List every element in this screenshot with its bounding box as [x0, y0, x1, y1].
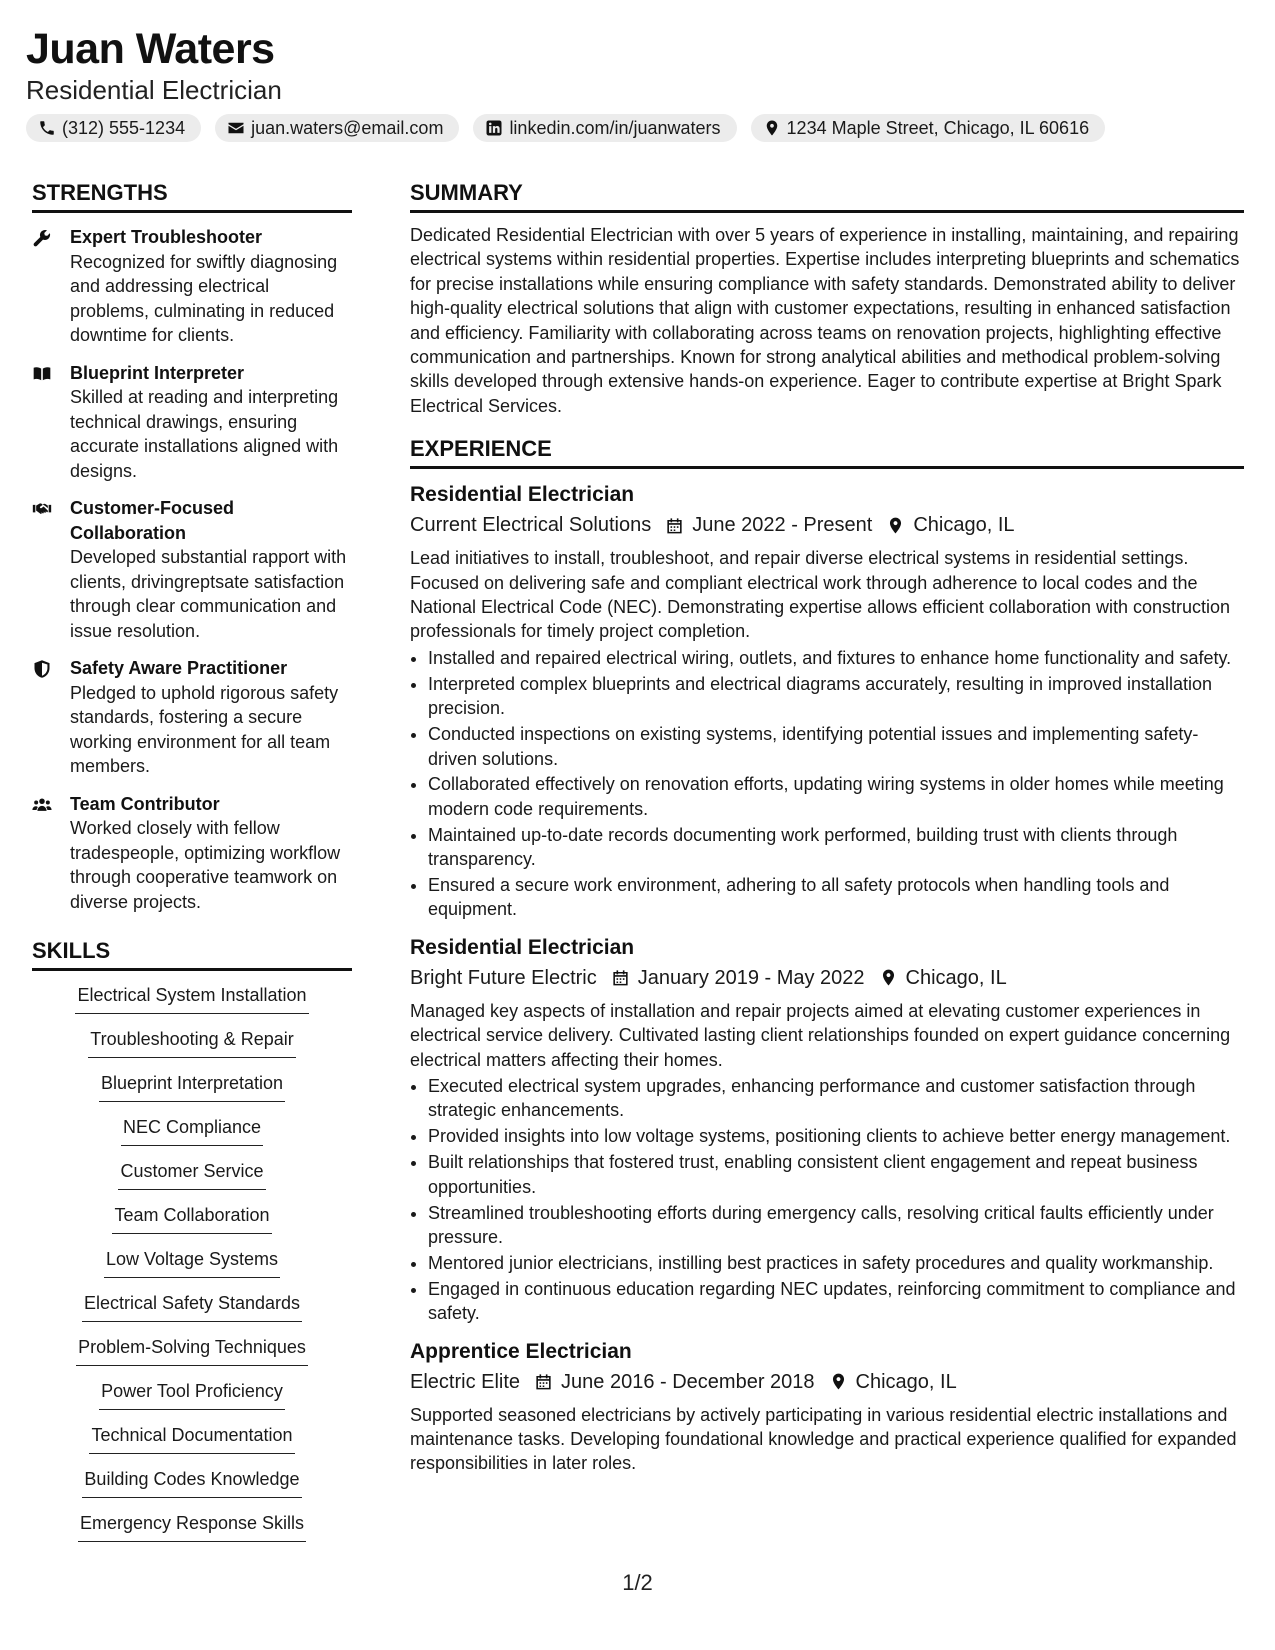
job-meta	[410, 510, 1244, 540]
calendar-icon	[665, 516, 684, 535]
job-bullet: • Installed and repaired electrical wiring, outlets, and fixtures to enhance home functionality and safety.	[428, 646, 1244, 670]
strengths-list	[32, 225, 352, 914]
skill-item: NEC Compliance	[121, 1115, 263, 1146]
strength-title: Safety Aware Practitioner	[70, 658, 288, 678]
book-icon	[32, 364, 52, 384]
contact-linkedin-text: linkedin.com/in/juanwaters	[509, 117, 721, 138]
contact-bar	[26, 114, 1246, 142]
phone-icon	[38, 119, 56, 137]
strength-title: Customer-Focused Collaboration	[70, 498, 235, 543]
job-bullets	[410, 1074, 1244, 1326]
job-entry	[410, 481, 1244, 922]
skill-item: Emergency Response Skills	[78, 1511, 306, 1542]
job-description: Lead initiatives to install, troubleshoot, and repair diverse electrical systems in residential settings. Focused on delivering safe and compliant electrical work through adherence to local codes and the National Electrical Code (NEC). Demonstrating expertise allows efficient collaboration with construction professionals for timely project completion.	[410, 548, 1231, 642]
contact-address-text: 1234 Maple Street, Chicago, IL 60616	[786, 117, 1090, 138]
job-description: Supported seasoned electricians by actively participating in various residential electric installations and maintenance tasks. Developing foundational knowledge and practical experience qualified for expanded responsibilities in later roles.	[410, 1404, 1237, 1474]
linkedin-icon	[485, 119, 503, 137]
strength-text: Pledged to uphold rigorous safety standards, fostering a secure working environment for all team members.	[70, 682, 339, 776]
job-dates: June 2022 - Present	[692, 514, 873, 537]
job-description: Managed key aspects of installation and repair projects aimed at elevating customer experiences in electrical service delivery. Cultivated lasting client relationships founded on expert guidance concerning electrical matters affecting their homes.	[410, 1000, 1231, 1070]
contact-email[interactable]	[215, 114, 459, 142]
skill-item: Building Codes Knowledge	[82, 1467, 301, 1498]
job-location: Chicago, IL	[913, 514, 1015, 537]
page-number: 1/2	[622, 1570, 653, 1595]
job-bullet: • Built relationships that fostered trust, enabling consistent client engagement and repeat business opportunities.	[428, 1150, 1244, 1199]
job-bullet: • Conducted inspections on existing systems, identifying potential issues and implementing safety-driven solutions.	[428, 722, 1244, 771]
skill-item: Power Tool Proficiency	[99, 1379, 285, 1410]
job-location: Chicago, IL	[855, 1370, 957, 1393]
map-pin-icon	[879, 968, 898, 987]
shield-icon	[32, 659, 52, 679]
candidate-title: Residential Electrician	[26, 75, 282, 105]
right-column	[410, 178, 1244, 1476]
job-bullet: • Interpreted complex blueprints and electrical diagrams accurately, resulting in improved installation precision.	[428, 672, 1244, 721]
job-title: Residential Electrician	[410, 483, 635, 507]
strength-text: Recognized for swiftly diagnosing and addressing electrical problems, culminating in reduced downtime for clients.	[70, 251, 338, 345]
skills-heading: SKILLS	[32, 936, 352, 971]
job-meta	[410, 1367, 1244, 1397]
contact-phone[interactable]	[26, 114, 201, 142]
envelope-icon	[227, 119, 245, 137]
calendar-icon	[534, 1372, 553, 1391]
strengths-heading: STRENGTHS	[32, 178, 352, 213]
map-pin-icon	[763, 119, 781, 137]
experience-heading: EXPERIENCE	[410, 434, 1244, 469]
job-title: Residential Electrician	[410, 935, 635, 959]
job-bullet: • Collaborated effectively on renovation efforts, updating wiring systems in older homes while meeting modern code requirements.	[428, 772, 1244, 821]
job-bullet: • Provided insights into low voltage systems, positioning clients to achieve better energy management.	[428, 1124, 1244, 1148]
job-entry	[410, 934, 1244, 1326]
contact-phone-text: (312) 555-1234	[62, 117, 186, 138]
job-bullet: • Mentored junior electricians, instilling best practices in safety procedures and quality workmanship.	[428, 1251, 1244, 1275]
job-location: Chicago, IL	[905, 966, 1007, 989]
skill-item: Low Voltage Systems	[104, 1247, 280, 1278]
job-bullet: • Executed electrical system upgrades, enhancing performance and customer satisfaction through strategic enhancements.	[428, 1074, 1244, 1123]
summary-text: Dedicated Residential Electrician with over 5 years of experience in installing, maintaining, and repairing electrical systems within residential properties. Expertise includes interpreting blueprints and schematics for precise installations while ensuring compliance with safety standards. Demonstrated ability to deliver high-quality electrical solutions that align with customer expectations, resulting in enhanced satisfaction and efficiency. Familiarity with collaborating across teams on renovation projects, highlighting effective communication and partnerships. Known for strong analytical abilities and methodical problem-solving skills developed through extensive hands-on experience. Eager to contribute expertise at Bright Spark Electrical Services.	[410, 225, 1240, 416]
job-meta	[410, 963, 1244, 993]
strength-item	[32, 361, 352, 484]
skill-item: Blueprint Interpretation	[99, 1071, 285, 1102]
strength-title: Blueprint Interpreter	[70, 362, 245, 383]
job-company: Electric Elite	[410, 1370, 521, 1393]
job-dates: June 2016 - December 2018	[561, 1370, 815, 1393]
skill-item: Customer Service	[118, 1159, 265, 1190]
contact-linkedin[interactable]	[473, 114, 736, 142]
strength-item	[32, 792, 352, 915]
job-bullet: • Ensured a secure work environment, adhering to all safety protocols when handling tools and equipment.	[428, 873, 1244, 922]
map-pin-icon	[829, 1372, 848, 1391]
job-bullet: • Maintained up-to-date records documenting work performed, building trust with clients through transparency.	[428, 823, 1244, 872]
job-company: Bright Future Electric	[410, 966, 597, 989]
candidate-name: Juan Waters	[26, 25, 275, 73]
job-bullet: • Streamlined troubleshooting efforts during emergency calls, resolving critical faults efficiently under pressure.	[428, 1201, 1244, 1250]
map-pin-icon	[886, 516, 905, 535]
wrench-icon	[32, 228, 52, 248]
job-dates: January 2019 - May 2022	[637, 966, 865, 989]
job-bullet: • Engaged in continuous education regarding NEC updates, reinforcing commitment to compliance and safety.	[428, 1277, 1244, 1326]
skills-list	[32, 983, 352, 1555]
resume-header	[26, 22, 1246, 142]
skill-item: Electrical System Installation	[75, 983, 308, 1014]
skill-item: Troubleshooting & Repair	[88, 1027, 295, 1058]
job-bullets	[410, 646, 1244, 922]
strength-text: Worked closely with fellow tradespeople, optimizing workflow through cooperative teamwork on diverse projects.	[70, 818, 341, 912]
strength-item	[32, 496, 352, 643]
contact-email-text: juan.waters@email.com	[251, 117, 444, 138]
job-title: Apprentice Electrician	[410, 1339, 632, 1363]
summary-heading: SUMMARY	[410, 178, 1244, 213]
skill-item: Team Collaboration	[112, 1203, 271, 1234]
contact-address[interactable]	[751, 114, 1106, 142]
strength-text: Skilled at reading and interpreting technical drawings, ensuring accurate installations aligned with designs.	[70, 387, 339, 481]
users-icon	[32, 795, 52, 815]
strength-title: Team Contributor	[70, 793, 220, 814]
skill-item: Technical Documentation	[89, 1423, 294, 1454]
left-column	[32, 178, 352, 1555]
handshake-icon	[32, 499, 52, 519]
job-entry	[410, 1338, 1244, 1476]
skill-item: Problem-Solving Techniques	[76, 1335, 308, 1366]
calendar-icon	[611, 968, 630, 987]
strength-item	[32, 656, 352, 779]
strength-title: Expert Troubleshooter	[70, 227, 263, 247]
job-company: Current Electrical Solutions	[410, 514, 652, 537]
skill-item: Electrical Safety Standards	[82, 1291, 302, 1322]
strength-text: Developed substantial rapport with clients, drivingreptsate satisfaction through clear communication and issue resolution.	[70, 547, 347, 641]
strength-item	[32, 225, 352, 348]
